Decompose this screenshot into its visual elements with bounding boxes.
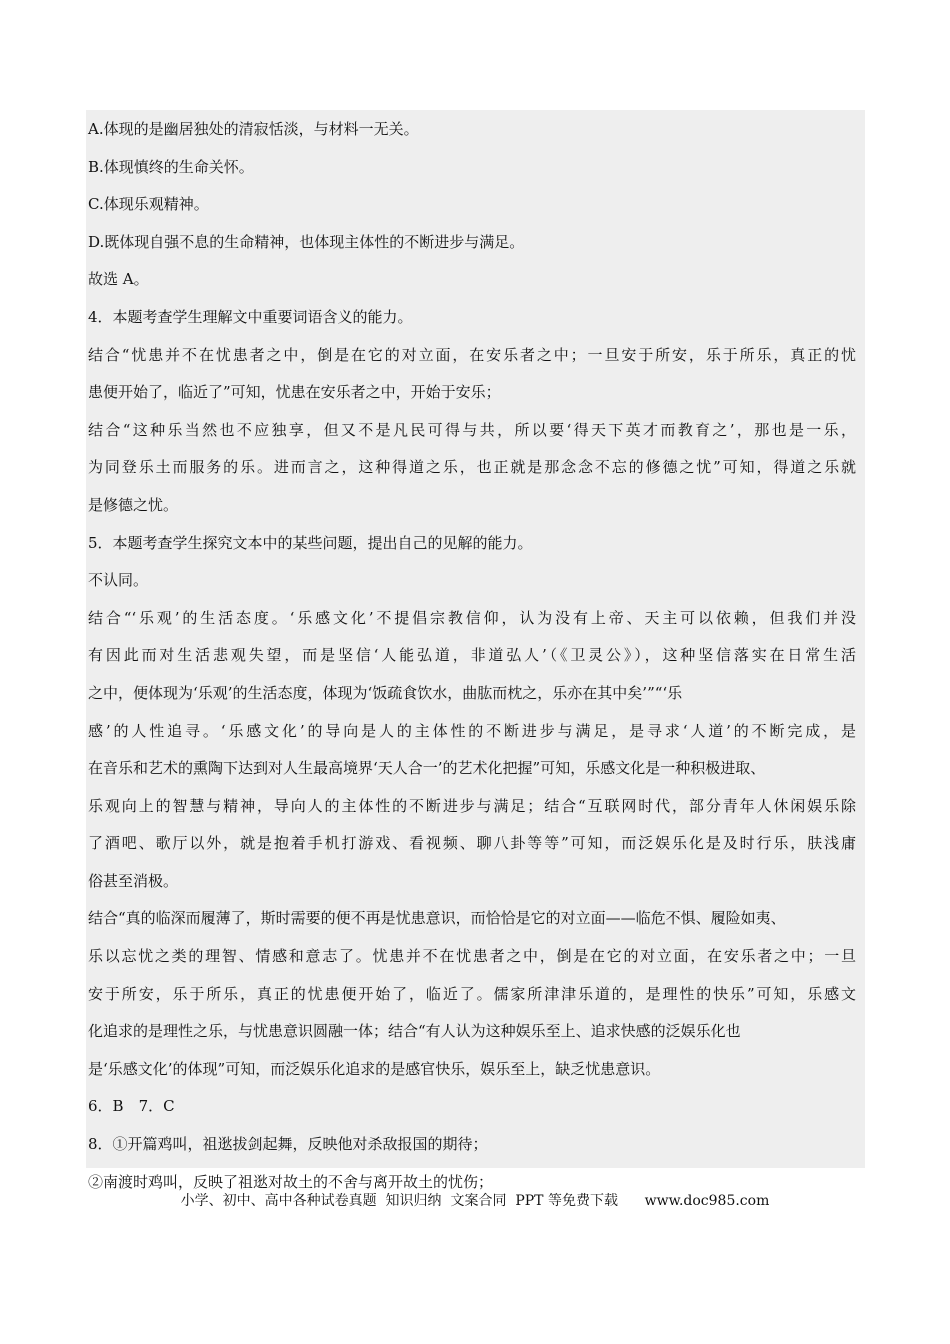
text-line: 在音乐和艺术的熏陶下达到对人生最高境界‘天人合一’的艺术化把握”可知，乐感文化是一种积极进取、	[88, 759, 766, 778]
question-4-heading: 4．本题考查学生理解文中重要词语含义的能力。	[88, 307, 413, 326]
text-line: 有因此而对生活悲观失望，而是坚信‘人能弘道，非道弘人’（《卫灵公》），这种坚信落实在日常生活	[88, 646, 856, 665]
page-footer: 小学、初中、高中各种试卷真题 知识归纳 文案合同 PPT 等免费下载 www.doc985.com	[180, 1193, 770, 1209]
text-line: C.体现乐观精神。	[88, 195, 209, 214]
text-line: 乐以忘忧之类的理智、情感和意志了。忧患并不在忧患者之中，倒是在它的对立面，在安乐者之中；一旦	[88, 947, 856, 966]
text-line: 结合“这种乐当然也不应独享，但又不是凡民可得与共，所以要‘得天下英才而教育之’，那也是一乐，	[88, 420, 856, 439]
text-line: 之中，便体现为‘乐观’的生活态度，体现为‘饭疏食饮水，曲肱而枕之，乐亦在其中矣’”“‘乐	[88, 683, 683, 702]
answer-text-area	[88, 111, 870, 1201]
text-line: 俗甚至消极。	[88, 871, 179, 890]
text-line: 化追求的是理性之乐，与忧患意识圆融一体；结合“有人认为这种娱乐至上、追求快感的泛娱乐化也	[88, 1022, 741, 1041]
text-line: D.既体现自强不息的生命精神，也体现主体性的不断进步与满足。	[88, 232, 525, 251]
question-8-heading: 8．①开篇鸡叫，祖逖拔剑起舞，反映他对杀敌报国的期待；	[88, 1135, 488, 1154]
text-line: 是修德之忧。	[88, 495, 179, 514]
answers-6-7: 6．B 7．C	[88, 1097, 175, 1116]
text-line: 感’的人性追寻。‘乐感文化’的导向是人的主体性的不断进步与满足，是寻求‘人道’的不断完成，是	[88, 721, 856, 740]
text-line: 不认同。	[88, 571, 149, 590]
text-line: B.体现慎终的生命关怀。	[88, 157, 254, 176]
text-line: 安于所安，乐于所乐，真正的忧患便开始了，临近了。儒家所津津乐道的，是理性的快乐”可知，乐感文	[88, 984, 856, 1003]
text-line: 了酒吧、歌厅以外，就是抱着手机打游戏、看视频、聊八卦等等”可知，而泛娱乐化是及时行乐，肤浅庸	[88, 834, 856, 853]
question-5-heading: 5．本题考查学生探究文本中的某些问题，提出自己的见解的能力。	[88, 533, 533, 552]
text-line: 乐观向上的智慧与精神，导向人的主体性的不断进步与满足；结合“互联网时代，部分青年人休闲娱乐除	[88, 796, 856, 815]
text-line: 是‘乐感文化’的体现”可知，而泛娱乐化追求的是感官快乐，娱乐至上，缺乏忧患意识。	[88, 1059, 661, 1078]
text-line: 结合“真的临深而履薄了，斯时需要的便不再是忧患意识，而恰恰是它的对立面——临危不惧、履险如夷、	[88, 909, 786, 928]
text-line: A.体现的是幽居独处的清寂恬淡，与材料一无关。	[88, 120, 419, 138]
text-line: 结合“‘乐观’的生活态度。‘乐感文化’不提倡宗教信仰，认为没有上帝、天主可以依赖，但我们并没	[88, 608, 856, 627]
text-line: 故选 A。	[88, 270, 149, 289]
text-line: 为同登乐土而服务的乐。进而言之，这种得道之乐，也正就是那念念不忘的修德之忧”可知，得道之乐就	[88, 458, 856, 477]
text-line: 患便开始了，临近了”可知，忧患在安乐者之中，开始于安乐；	[88, 383, 501, 402]
text-line: ②南渡时鸡叫，反映了祖逖对故土的不舍与离开故土的忧伤；	[88, 1172, 494, 1191]
text-line: 结合“忧患并不在忧患者之中，倒是在它的对立面，在安乐者之中；一旦安于所安，乐于所乐，真正的忧	[88, 345, 856, 364]
